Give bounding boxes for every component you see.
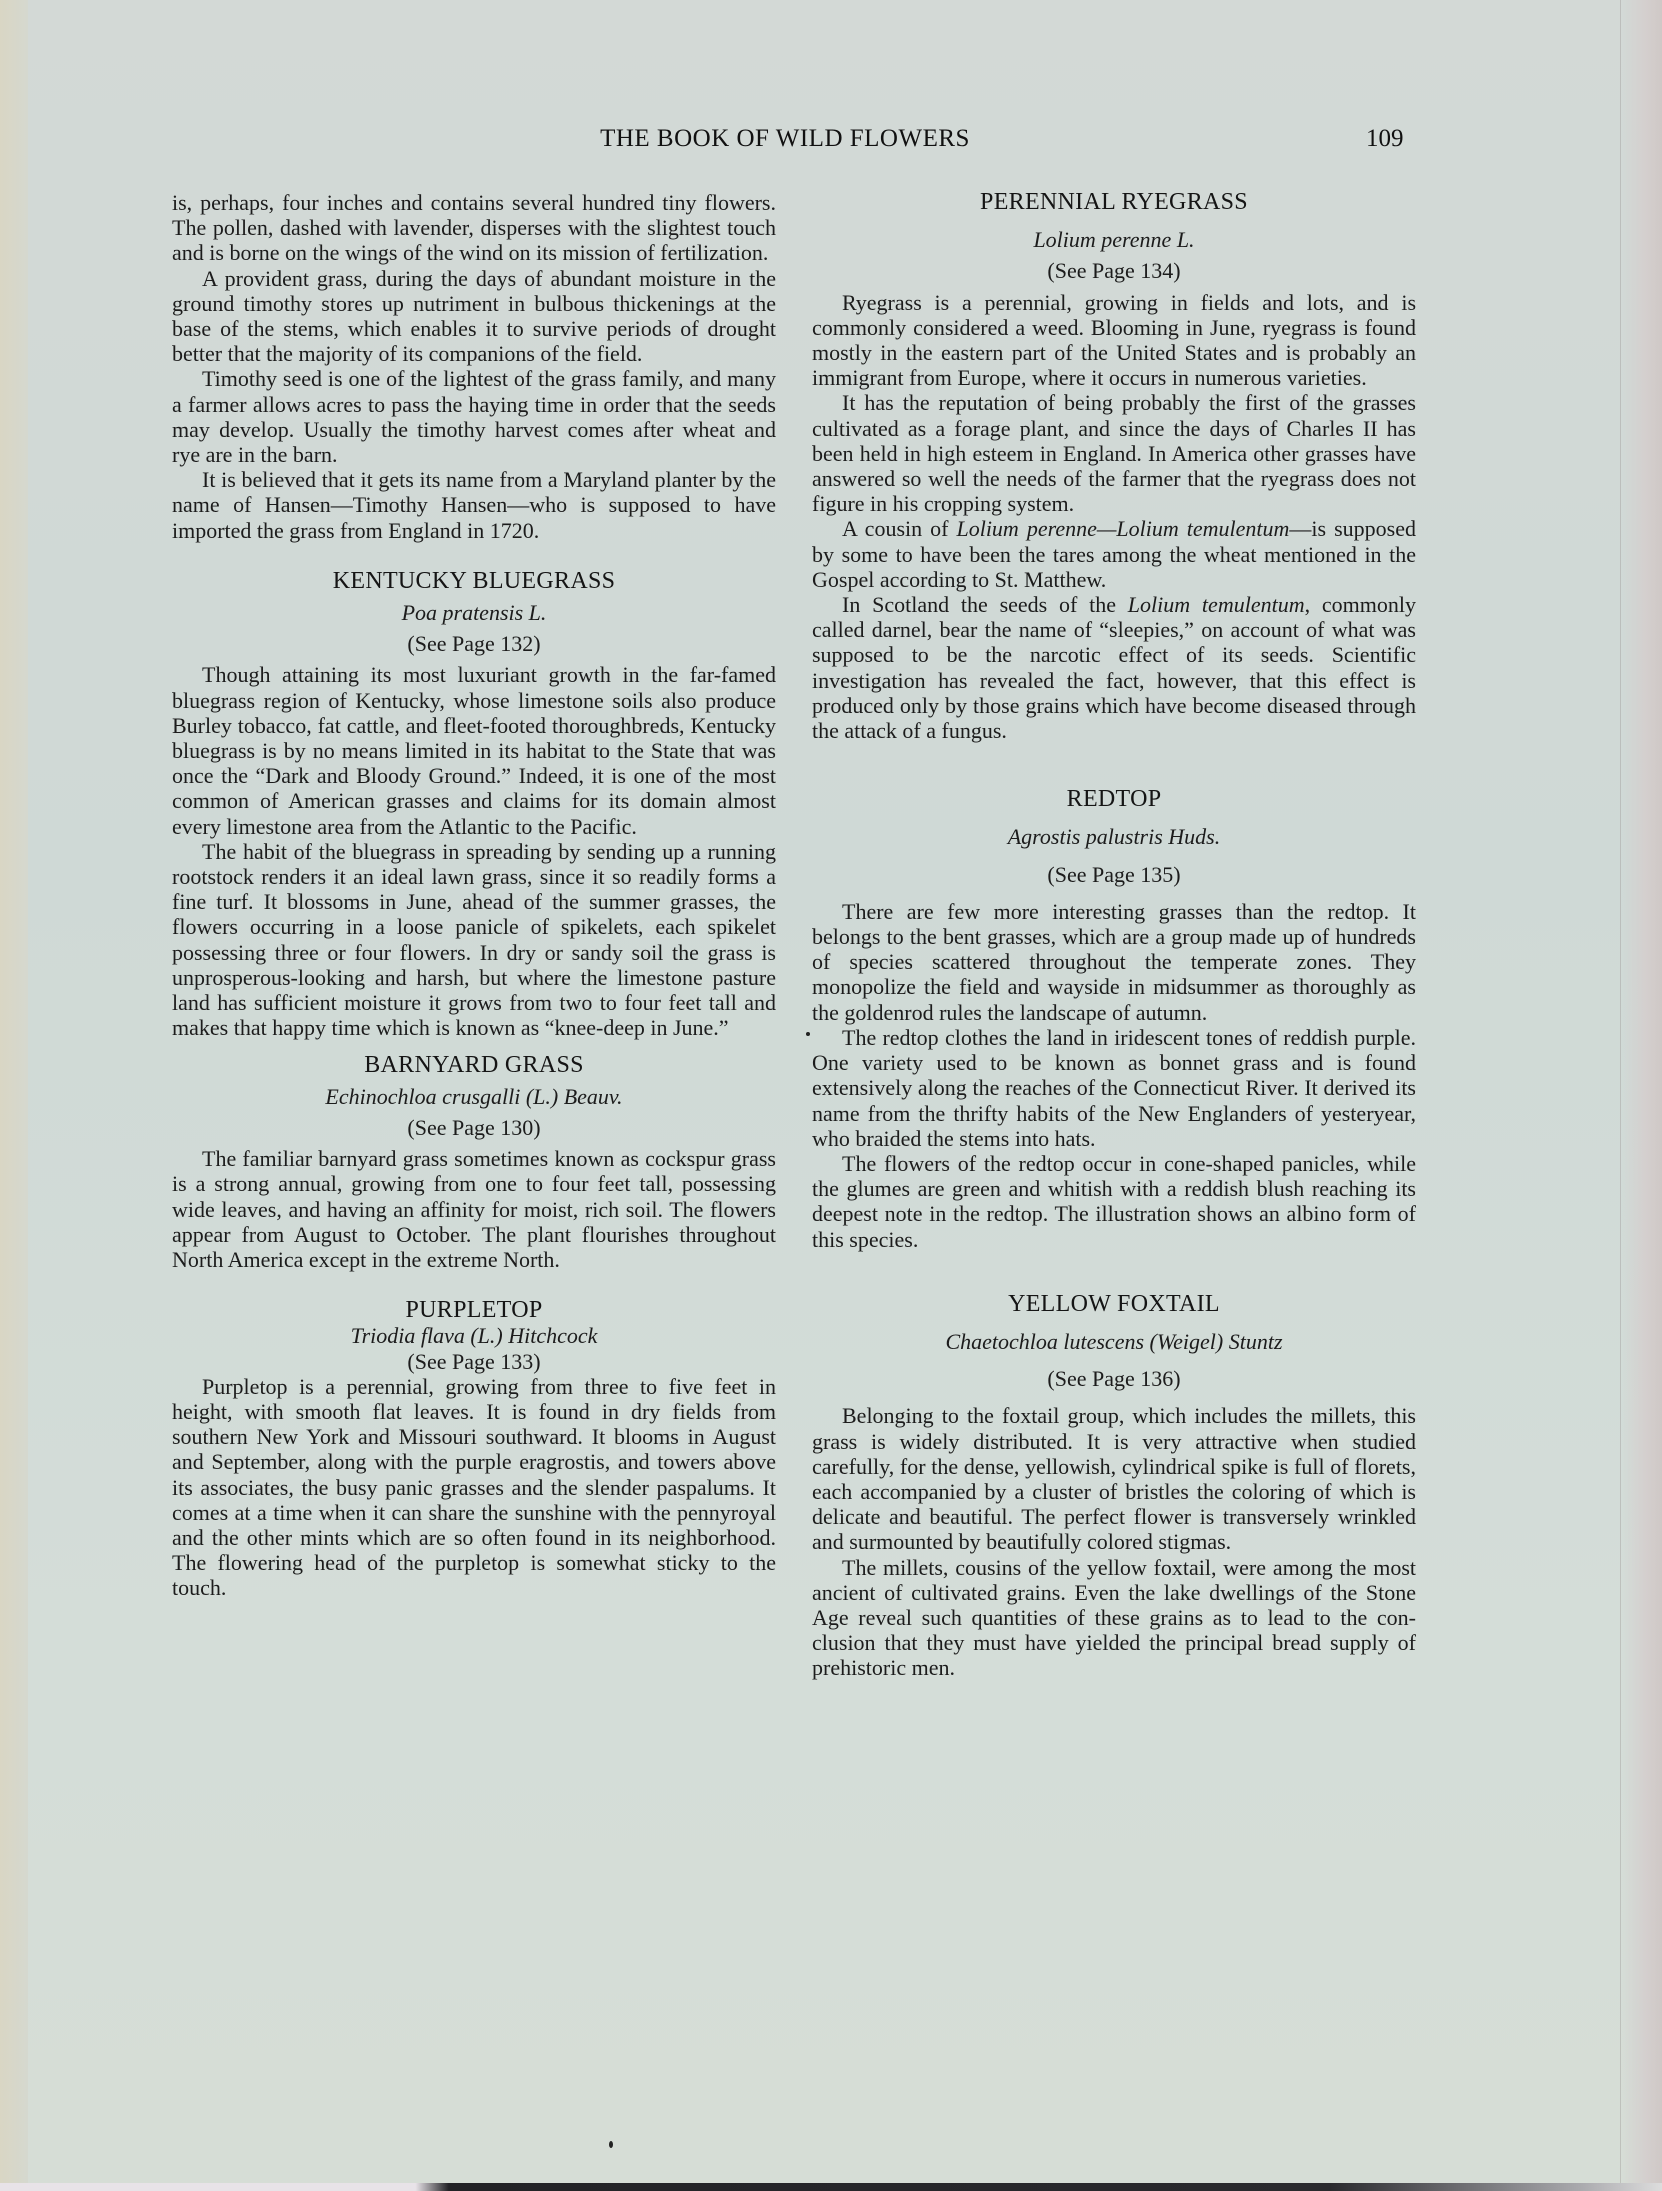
page-bottom-edge [0, 2183, 1662, 2191]
body-paragraph [812, 516, 1416, 592]
italic-latin-name: Lolium temulentum [1127, 592, 1305, 618]
page-fold-line [1620, 0, 1621, 2191]
body-paragraph: is, perhaps, four inches and contains several hundred tiny flowers. The pollen, dashed with lavender, disperses with the slightest touch and is borne on the wings of the wind on its mission of fertilization. [172, 190, 776, 266]
body-paragraph: The familiar barnyard grass sometimes known as cockspur grass is a strong annual, growing from one to four feet tall, possessing wide leaves, and having an affinity for moist, rich soil. The flowers appear from August to October. The plant flourishes throughout North America except in the extreme North. [172, 1146, 776, 1272]
body-paragraph: Though attaining its most luxuriant growth in the far-famed bluegrass region of Kentucky, whose limestone soils also produce Burley tobacco, fat cattle, and fleet-footed thoroughbreds, Kentucky bluegrass is by no means limited in its habitat to the State that was once the “Dark and Bloody Ground.” Indeed, it is one of the most common of American grasses and claims for its domain almost every limestone area from the Atlantic to the Pacific. [172, 662, 776, 839]
body-paragraph: The redtop clothes the land in iridescent tones of reddish purple. One variety used to be known as bonnet grass and is found extensively along the reaches of the Connecticut River. It derived its name from the thrifty habits of the New Englanders of yesteryear, who braided the stems into hats. [812, 1024, 1416, 1151]
text-run: —is supposed by some to have been the tares among the wheat mentioned in the Gospel according to St. Matthew. [812, 516, 1416, 592]
section-yellow-foxtail [812, 1292, 1416, 1681]
scientific-name: Chaetochloa lutescens (Weigel) Stuntz [945, 1328, 1283, 1354]
scientific-name: Echinochloa crusgalli (L.) Beauv. [325, 1083, 623, 1109]
section-title: BARNYARD GRASS [364, 1051, 584, 1078]
left-column [172, 190, 776, 1601]
body-paragraph [812, 592, 1416, 743]
section-title: REDTOP [1066, 786, 1162, 813]
body-paragraph: It is believed that it gets its name from a Maryland planter by the name of Hansen—Timothy Hansen—who is supposed to have imported the grass from England in 1720. [172, 467, 776, 543]
body-paragraph: The millets, cousins of the yellow foxtail, were among the most ancient of cultivated grains. Even the lake dwellings of the Stone Age reveal such quantities of these grains as to lead to the conclusion that they must have yielded the principal bread supply of prehistoric men. [812, 1554, 1416, 1681]
see-page-reference: (See Page 136) [1047, 1366, 1181, 1392]
ink-speck [609, 2141, 613, 2148]
body-paragraph: Purpletop is a perennial, growing from three to five feet in height, with smooth flat leaves. It is found in dry fields from southern New York and Missouri southward. It blooms in August and September, along with the purple eragrostis, and towers above its associates, the busy panic grasses and the slender paspalums. It comes at a time when it can share the sunshine with the pennyroyal and the other mints which are so often found in its neighborhood. The flowering head of the purpletop is somewhat sticky to the touch. [172, 1373, 776, 1601]
section-perennial-ryegrass [812, 190, 1416, 743]
body-paragraph: Timothy seed is one of the lightest of the grass family, and many a farmer allows acres to pass the haying time in order that the seeds may develop. Usually the timothy harvest comes after wheat and rye are in the barn. [172, 366, 776, 468]
section-title: KENTUCKY BLUEGRASS [332, 567, 616, 594]
scientific-name: Triodia flava (L.) Hitchcock [350, 1323, 598, 1349]
see-page-reference: (See Page 132) [407, 631, 541, 657]
section-title: PURPLETOP [405, 1297, 543, 1324]
right-column [812, 190, 1416, 1681]
running-header-title: THE BOOK OF WILD FLOWERS [600, 125, 970, 152]
scientific-name: Lolium perenne L. [1033, 227, 1195, 253]
body-paragraph: The flowers of the redtop occur in cone-shaped panicles, while the glumes are green and whitish with a reddish blush reaching its deepest note in the redtop. The illustration shows an albino form of this species. [812, 1150, 1416, 1252]
text-run: A cousin of [842, 516, 957, 542]
body-paragraph: Ryegrass is a perennial, growing in fields and lots, and is commonly considered a weed. Blooming in June, ryegrass is found mostly in the eastern part of the United States and is probably an immigrant from Europe, where it occurs in numerous varieties. [812, 289, 1416, 391]
page-edge-left [0, 0, 28, 2191]
italic-latin-name: Lolium perenne—Lolium temulentum [956, 516, 1290, 542]
body-paragraph: Belonging to the foxtail group, which includes the millets, this grass is widely distributed. It is very attractive when studied carefully, for the dense, yellowish, cylindrical spike is full of florets, each accompanied by a cluster of bristles the coloring of which is delicate and beautiful. The perfect flower is transversely wrinkled and surmounted by beautifully colored stigmas. [812, 1403, 1416, 1555]
text-run: , commonly called darnel, bear the name of “sleepies,” on account of what was supposed to be the narcotic effect of its seeds. Scientific investigation has revealed the fact, however, that this effect is produced only by those grains which have become diseased through the attack of a fungus. [812, 592, 1416, 744]
section-title: PERENNIAL RYEGRASS [980, 189, 1248, 215]
body-paragraph: There are few more interesting grasses than the redtop. It belongs to the bent grasses, which are a group made up of hundreds of species scattered throughout the temperate zones. They monopolize the field and wayside in midsummer as thoroughly as the goldenrod rules the landscape of autumn. [812, 898, 1416, 1025]
see-page-reference: (See Page 130) [407, 1114, 541, 1140]
body-paragraph: A provident grass, during the days of abundant moisture in the ground timothy stores up nutriment in bulbous thickenings at the base of the stems, which enables it to survive periods of drought better that the majority of its companions of the field. [172, 265, 776, 367]
see-page-reference: (See Page 134) [1047, 258, 1181, 284]
page-edge-right [1622, 0, 1662, 2191]
section-title: YELLOW FOXTAIL [1008, 1290, 1220, 1317]
section-redtop [812, 787, 1416, 1251]
body-paragraph: The habit of the bluegrass in spreading by sending up a running rootstock renders it an ideal lawn grass, since it so readily forms a fine turf. It blossoms in June, ahead of the summer grasses, the flowers occurring in a loose panicle of spikelets, each spikelet possessing three or four flowers. In dry or sandy soil the grass is unprosperous-looking and harsh, but where the limestone pasture land has sufficient moisture it grows from two to four feet tall and makes that happy time which is known as “knee-deep in June.” [172, 838, 776, 1041]
section-barnyard-grass [172, 1053, 776, 1273]
page-number: 109 [1366, 125, 1404, 152]
see-page-reference: (See Page 133) [407, 1348, 541, 1374]
see-page-reference: (See Page 135) [1047, 861, 1181, 887]
body-paragraph: It has the reputation of being probably the first of the grasses cultivated as a forage plant, and since the days of Charles II has been held in high esteem in England. In America other grasses have answered so well the needs of the farmer that the ryegrass does not figure in his cropping system. [812, 390, 1416, 517]
section-purpletop [172, 1298, 776, 1600]
scientific-name: Poa pratensis L. [401, 600, 547, 626]
text-run: In Scotland the seeds of the [842, 592, 1128, 618]
scientific-name: Agrostis palustris Huds. [1007, 824, 1221, 850]
ink-speck [806, 1032, 810, 1036]
section-kentucky-bluegrass [172, 569, 776, 1041]
